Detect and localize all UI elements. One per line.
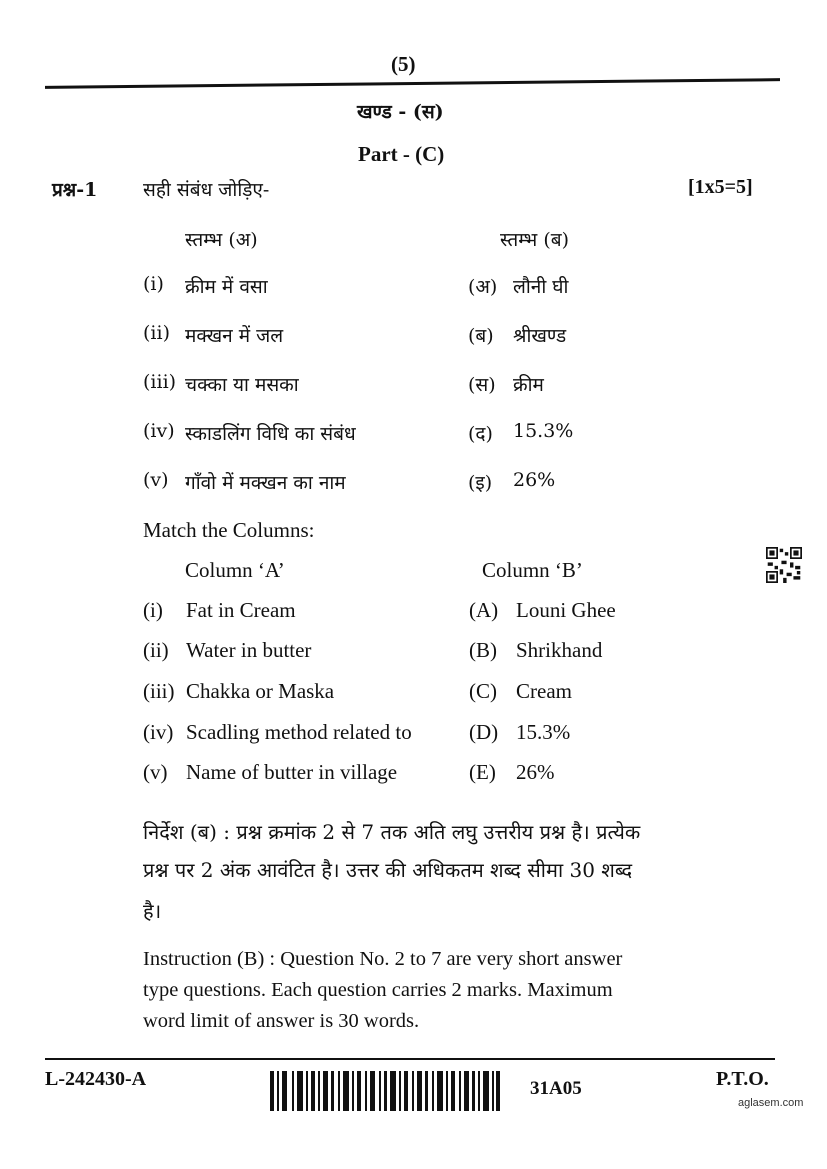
hindi-b-key: (अ) [468, 276, 498, 298]
instruction-english-line: Instruction (B) : Question No. 2 to 7 are very short answer [143, 948, 623, 970]
english-a-num: (ii) [143, 638, 169, 662]
hindi-b-key: (ब) [468, 325, 494, 347]
instruction-hindi-line: निर्देश (ब) : प्रश्न क्रमांक 2 से 7 तक अति लघु उत्तरीय प्रश्न है। प्रत्येक [143, 820, 641, 844]
section-title-hindi: खण्ड - (स) [357, 101, 444, 123]
instruction-hindi-line: है। [143, 899, 162, 923]
english-a-text: Name of butter in village [186, 760, 398, 784]
hindi-a-text: चक्का या मसका [185, 374, 299, 396]
english-col-b-header: Column ‘B’ [482, 558, 583, 582]
english-b-key: (D) [469, 720, 499, 744]
english-b-key: (B) [469, 638, 497, 662]
hindi-col-b-header: स्तम्भ (ब) [500, 229, 569, 251]
hindi-col-a-header: स्तम्भ (अ) [185, 229, 258, 251]
english-b-text: Shrikhand [516, 638, 603, 662]
hindi-b-text: श्रीखण्ड [513, 325, 567, 347]
hindi-a-num: (ii) [143, 322, 170, 344]
english-b-key: (E) [469, 760, 496, 784]
watermark: aglasem.com [738, 1097, 804, 1109]
hindi-b-key: (स) [468, 374, 496, 396]
hindi-a-text: स्काडलिंग विधि का संबंध [185, 423, 356, 445]
english-b-text: 26% [516, 760, 555, 784]
hindi-a-num: (v) [143, 469, 169, 491]
hindi-a-num: (iii) [143, 371, 177, 393]
english-a-num: (i) [143, 598, 163, 622]
instruction-english-line: word limit of answer is 30 words. [143, 1010, 420, 1032]
english-b-key: (A) [469, 598, 499, 622]
hindi-b-key: (द) [468, 423, 493, 445]
english-col-a-header: Column ‘A’ [185, 558, 285, 582]
qr-code-icon [766, 547, 802, 583]
header-rule [45, 78, 780, 89]
english-b-text: Cream [516, 679, 572, 703]
question-number: प्रश्न-1 [52, 179, 98, 201]
pto-label: P.T.O. [716, 1068, 769, 1090]
english-a-num: (iii) [143, 679, 175, 703]
english-b-key: (C) [469, 679, 497, 703]
footer-rule [45, 1058, 775, 1060]
paper-code: L-242430-A [45, 1068, 147, 1090]
section-title-english: Part - (C) [358, 142, 445, 166]
instruction-english-line: type questions. Each question carries 2 marks. Maximum [143, 979, 613, 1001]
page-number: (5) [391, 52, 416, 76]
hindi-b-text: 26% [513, 469, 556, 491]
hindi-b-text: क्रीम [513, 374, 544, 396]
english-a-num: (iv) [143, 720, 174, 744]
english-a-text: Scadling method related to [186, 720, 412, 744]
hindi-a-num: (iv) [143, 420, 175, 442]
hindi-a-text: क्रीम में वसा [185, 276, 268, 298]
question-marks: [1x5=5] [688, 176, 753, 198]
english-b-text: Louni Ghee [516, 598, 616, 622]
hindi-a-num: (i) [143, 273, 164, 295]
instruction-hindi-line: प्रश्न पर 2 अंक आवंटित है। उत्तर की अधिकतम शब्द सीमा 30 शब्द [143, 858, 633, 882]
english-a-num: (v) [143, 760, 168, 784]
english-table-title: Match the Columns: [143, 518, 315, 542]
subject-code: 31A05 [530, 1078, 582, 1099]
question-instruction: सही संबंध जोड़िए- [143, 179, 270, 201]
english-a-text: Chakka or Maska [186, 679, 335, 703]
hindi-a-text: गाँवो में मक्खन का नाम [185, 472, 346, 494]
hindi-a-text: मक्खन में जल [185, 325, 284, 347]
hindi-b-key: (इ) [468, 472, 493, 494]
english-a-text: Water in butter [186, 638, 312, 662]
english-a-text: Fat in Cream [186, 598, 296, 622]
english-b-text: 15.3% [516, 720, 571, 744]
hindi-b-text: लौनी घी [513, 276, 569, 298]
hindi-b-text: 15.3% [513, 420, 574, 442]
barcode-icon [270, 1071, 500, 1111]
